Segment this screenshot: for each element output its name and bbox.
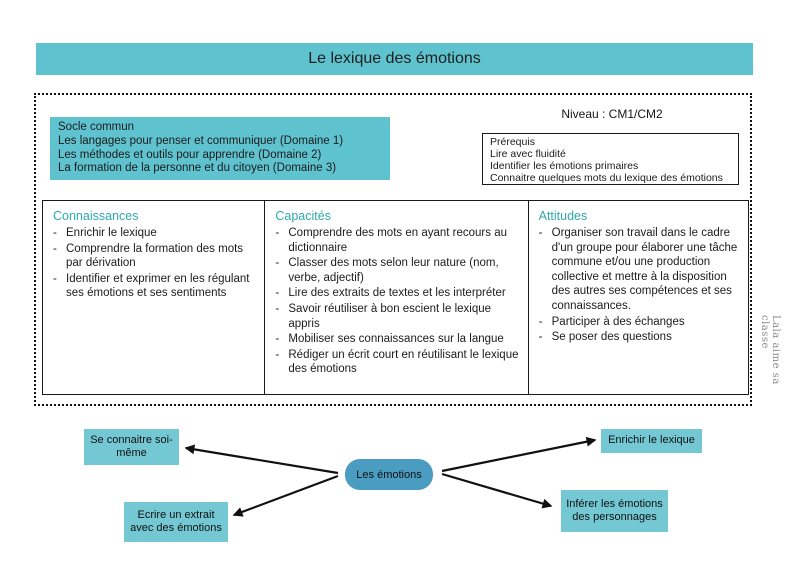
column-attitudes: [529, 201, 748, 394]
bullet-item: [275, 332, 521, 347]
bullet-text: Classer des mots selon leur nature (nom, verbe, adjectif): [288, 257, 499, 284]
bullet-text: Comprendre la formation des mots par dérivation: [66, 242, 244, 270]
arrow-to-enrichir-lexique: [442, 440, 595, 471]
bullet-text: Savoir réutiliser à bon escient le lexique appris: [288, 302, 492, 330]
dash-bullet: -: [538, 331, 543, 344]
column-items: [275, 226, 521, 377]
author-credit: Lala aime sa classe: [759, 315, 781, 385]
arrow-to-ecrire-extrait: [234, 476, 338, 515]
column-heading: Connaissances: [53, 209, 139, 223]
bullet-text: Lire des extraits de textes et les interpréter: [288, 287, 506, 300]
dash-bullet: -: [275, 302, 280, 315]
bullet-item: [53, 226, 258, 241]
bullet-item: [275, 348, 521, 377]
bullet-item: [539, 226, 742, 314]
dash-bullet: -: [275, 257, 280, 270]
bullet-text: Mobiliser ses connaissances sur la langue: [288, 333, 504, 346]
prerequis-line: Identifier les émotions primaires: [490, 159, 639, 172]
socle-commun-box: [50, 117, 390, 180]
bullet-text: Identifier et exprimer en les régulant ses émotions et ses sentiments: [66, 272, 250, 300]
prerequis-lines: [490, 149, 731, 185]
bullet-text: Comprendre des mots en ayant recours au dictionnaire: [288, 227, 507, 254]
bullet-item: [275, 302, 521, 331]
niveau-label: Niveau : CM1/CM2: [561, 107, 663, 121]
sequence-frame: [34, 93, 752, 406]
bullet-text: Participer à des échanges: [551, 315, 685, 328]
prerequis-line: Lire avec fluidité: [490, 147, 566, 160]
dash-bullet: -: [53, 242, 57, 255]
bullet-item: [275, 286, 521, 301]
column-heading: Attitudes: [538, 209, 588, 223]
bullet-text: Organiser son travail dans le cadre d'un groupe pour élaborer une tâche commune et/ou une production collective et mettre à la disposition des autres ses compétences et ses connaissances.: [551, 227, 738, 312]
prerequis-box: [482, 133, 739, 185]
title-banner: [36, 43, 753, 75]
bullet-item: [53, 242, 258, 271]
socle-line: Les langages pour penser et communiquer (Domaine 1): [58, 134, 344, 147]
socle-commun-lines: [58, 135, 382, 176]
column-items: [53, 226, 258, 301]
prerequis-line: Connaitre quelques mots du lexique des émotions: [490, 171, 723, 184]
bullet-item: [539, 315, 742, 330]
dash-bullet: -: [53, 227, 57, 239]
mindmap-node-enrichir: Enrichir le lexique: [601, 429, 702, 453]
mindmap-node-inferer: Inférer les émotions des personnages: [561, 490, 668, 532]
dash-bullet: -: [53, 272, 57, 285]
column-items: [539, 226, 742, 345]
dash-bullet: -: [275, 227, 280, 239]
arrow-to-inferer-emotions: [442, 474, 551, 506]
column-capacites: [265, 201, 528, 394]
dash-bullet: -: [275, 348, 280, 361]
socle-commun-title: Socle commun: [58, 121, 135, 133]
dash-bullet: -: [538, 227, 543, 239]
mindmap-node-ecrire: Ecrire un extrait avec des émotions: [124, 502, 228, 542]
bullet-item: [539, 330, 742, 345]
bullet-text: Se poser des questions: [551, 331, 672, 344]
bullet-item: [53, 272, 258, 301]
prerequis-title: Prérequis: [490, 136, 535, 148]
competences-table: [42, 200, 749, 395]
bullet-item: [275, 256, 521, 285]
mindmap-center-bubble: Les émotions: [345, 459, 433, 490]
bullet-text: Rédiger un écrit court en réutilisant le lexique des émotions: [288, 348, 519, 376]
dash-bullet: -: [538, 315, 543, 328]
dash-bullet: -: [275, 333, 280, 346]
arrow-to-se-connaitre: [186, 448, 338, 473]
dash-bullet: -: [275, 287, 280, 300]
socle-line: La formation de la personne et du citoyen (Domaine 3): [58, 162, 337, 175]
column-heading: Capacités: [275, 209, 331, 223]
socle-line: Les méthodes et outils pour apprendre (Domaine 2): [58, 148, 322, 161]
bullet-item: [275, 226, 521, 255]
mindmap-node-se-connaitre: Se connaitre soi-même: [84, 429, 179, 465]
column-connaissances: [43, 201, 265, 394]
bullet-text: Enrichir le lexique: [66, 227, 157, 239]
page-title: Le lexique des émotions: [308, 50, 481, 67]
